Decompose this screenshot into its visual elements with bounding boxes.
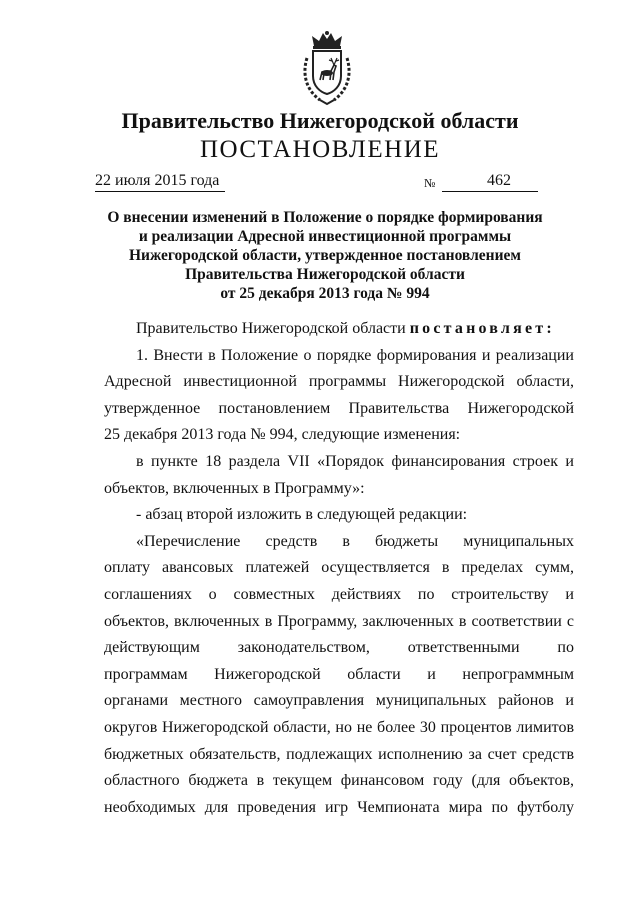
body-line: необходимых для проведения игр Чемпионата мира по футболу — [104, 798, 574, 816]
body-line: утвержденное постановлением Правительства Нижегородской — [104, 399, 574, 417]
subject-line: и реализации Адресной инвестиционной программы — [138, 228, 512, 245]
document-number: 462 — [442, 172, 538, 192]
preamble-text: Правительство Нижегородской области — [136, 320, 406, 337]
body-line: округов Нижегородской области, но не более 30 процентов лимитов — [104, 718, 574, 736]
body-line: Адресной инвестиционной программы Нижегородской области, — [104, 373, 574, 391]
body-line: объектов, включенных в Программу»: — [104, 479, 365, 497]
document-subject — [90, 208, 560, 303]
body-line: «Перечисление средств в бюджеты муниципальных — [136, 532, 574, 550]
body-line: оплату авансовых платежей осуществляется в пределах сумм, — [104, 559, 574, 577]
number-label: № — [424, 176, 436, 190]
body-line: соглашениях о совместных действиях по строительству и — [104, 585, 574, 603]
coat-of-arms-icon — [298, 30, 356, 106]
body-line: объектов, включенных в Программу, заключенных в соответствии с — [104, 612, 574, 630]
document-body — [104, 316, 574, 821]
subject-line: Нижегородской области, утвержденное постановлением — [129, 247, 521, 264]
subject-line: Правительства Нижегородской области — [185, 266, 465, 283]
document-date: 22 июля 2015 года — [95, 172, 225, 192]
body-line: действующим законодательством, ответственными по — [104, 639, 574, 657]
subject-line: от 25 декабря 2013 года № 994 — [220, 285, 430, 302]
body-line: бюджетных обязательств, подлежащих исполнению за счет средств — [104, 745, 574, 763]
subject-line: О внесении изменений в Положение о порядке формирования — [107, 209, 543, 226]
body-line: областного бюджета в текущем финансовом году (для объектов, — [104, 772, 574, 790]
issuing-authority: Правительство Нижегородской области — [121, 108, 519, 133]
document-type: ПОСТАНОВЛЕНИЕ — [199, 136, 441, 163]
body-line: 1. Внести в Положение о порядке формирования и реализации — [136, 346, 574, 364]
body-line: 25 декабря 2013 года № 994, следующие изменения: — [104, 426, 461, 444]
body-line: органами местного самоуправления муниципальных районов и — [104, 692, 574, 710]
preamble-emphasis: постановляет: — [409, 320, 555, 337]
body-line: в пункте 18 раздела VII «Порядок финансирования строек и — [136, 452, 574, 470]
preamble — [104, 316, 574, 343]
body-line: программам Нижегородской области и непрограммным — [104, 665, 574, 683]
body-line: - абзац второй изложить в следующей редакции: — [136, 506, 468, 524]
